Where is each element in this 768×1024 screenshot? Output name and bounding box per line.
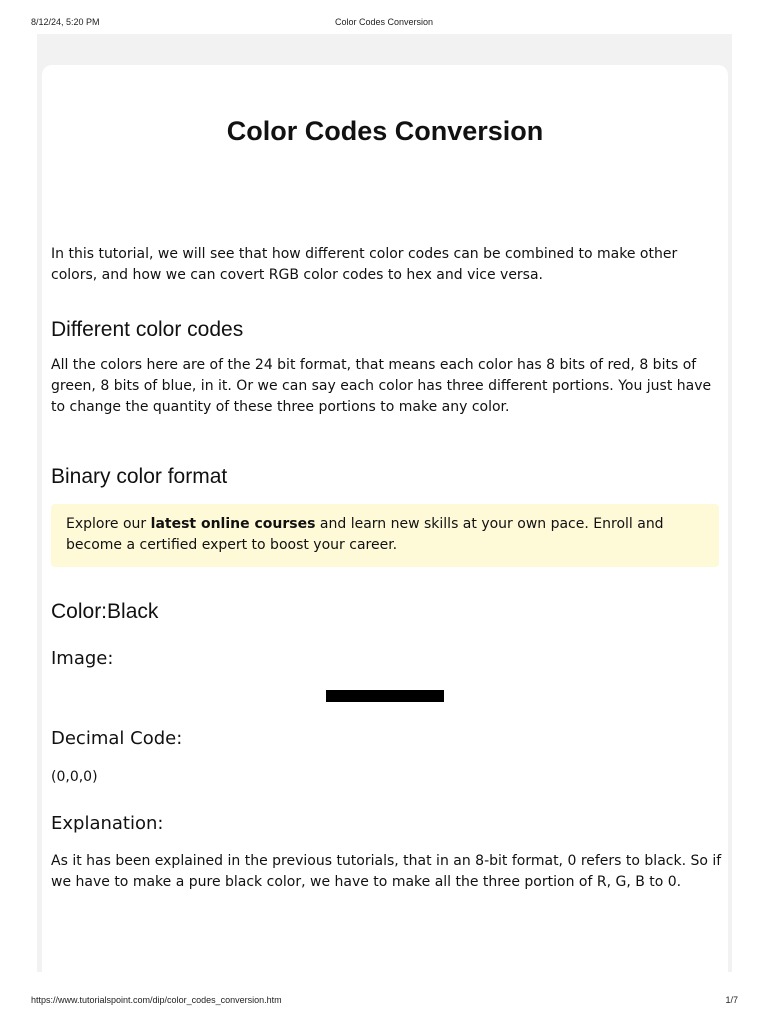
page-background bbox=[37, 34, 732, 972]
heading-binary-color-format: Binary color format bbox=[51, 465, 228, 488]
image-label: Image: bbox=[51, 648, 114, 669]
article-card bbox=[42, 65, 728, 972]
print-header bbox=[0, 17, 768, 31]
print-footer bbox=[0, 995, 768, 1009]
page-number: 1/7 bbox=[725, 995, 738, 1005]
print-url: https://www.tutorialspoint.com/dip/color_codes_conversion.htm bbox=[31, 995, 282, 1005]
promo-courses-link[interactable]: latest online courses bbox=[150, 516, 316, 532]
different-color-codes-paragraph: All the colors here are of the 24 bit format, that means each color has 8 bits of red, 8 bits of green, 8 bits of blue, in it. Or we can say each color has three different portions. You just have to change the quantity of these three portions to make any color. bbox=[51, 357, 712, 415]
print-date: 8/12/24, 5:20 PM bbox=[31, 17, 100, 27]
print-title: Color Codes Conversion bbox=[334, 17, 434, 27]
decimal-code-value: (0,0,0) bbox=[51, 769, 98, 785]
color-heading: Color:Black bbox=[51, 600, 159, 623]
explanation-paragraph: As it has been explained in the previous tutorials, that in an 8-bit format, 0 refers to black. So if we have to make a pure black color, we have to make all the three portion of R, G, B to 0. bbox=[51, 853, 722, 890]
color-swatch-black bbox=[326, 690, 444, 702]
page-title: Color Codes Conversion bbox=[226, 116, 544, 146]
promo-suffix: and learn new skills at your own pace. Enroll and become a certified expert to boost your career. bbox=[66, 516, 664, 553]
explanation-label: Explanation: bbox=[51, 813, 164, 834]
promo-prefix: Explore our bbox=[66, 516, 151, 532]
decimal-code-label: Decimal Code: bbox=[51, 728, 183, 749]
promo-banner bbox=[51, 504, 719, 567]
heading-different-color-codes: Different color codes bbox=[51, 318, 244, 341]
intro-paragraph: In this tutorial, we will see that how different color codes can be combined to make other colors, and how we can covert RGB color codes to hex and vice versa. bbox=[51, 246, 678, 283]
